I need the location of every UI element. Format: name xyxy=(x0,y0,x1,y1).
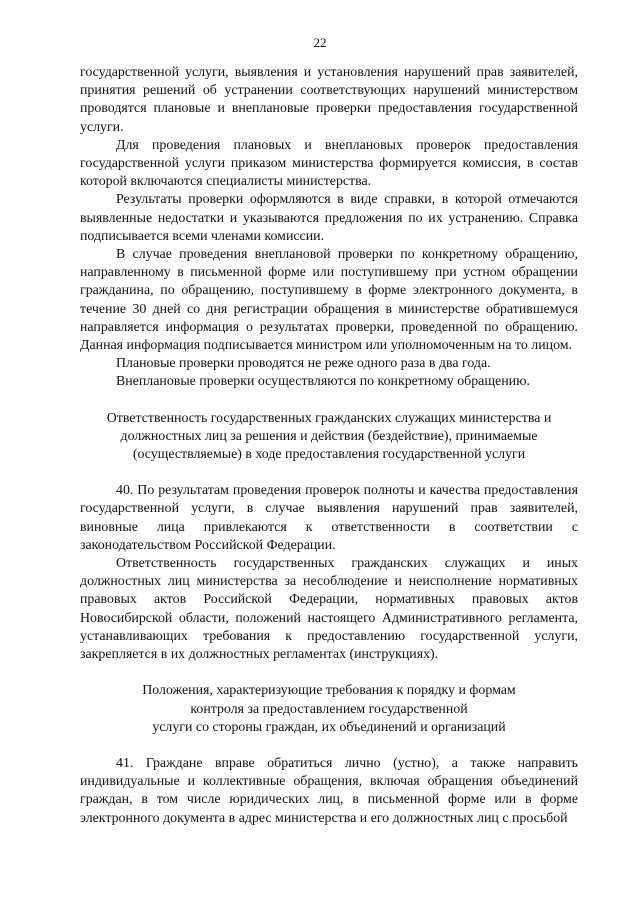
heading-line: контроля за предоставлением государственной xyxy=(190,701,468,717)
page-number: 22 xyxy=(313,35,327,50)
heading-line: должностных лиц за решения и действия (бездействие), принимаемые xyxy=(120,428,538,444)
heading-line: (осуществляемые) в ходе предоставления государственной услуги xyxy=(132,447,526,463)
section-heading xyxy=(80,410,578,465)
paragraph: 41. Граждане вправе обратиться лично (устно), а также направить индивидуальные и коллективные обращения, включая обращения объединений граждан, в том числе юридических лиц, в письменной форме или в форме электронного документа в адрес министерства и его должностных лиц с просьбой xyxy=(80,755,578,826)
paragraph: Результаты проверки оформляются в виде справки, в которой отмечаются выявленные недостатки и указываются предложения по их устранению. Справка подписывается всеми членами комиссии. xyxy=(80,192,578,244)
paragraph: государственной услуги, выявления и установления нарушений прав заявителей, принятия решений об устранении соответствующих нарушений министерством проводятся плановые и внеплановые проверки предоставления государственной услуги. xyxy=(80,65,578,135)
heading-line: услуги со стороны граждан, их объединений и организаций xyxy=(152,719,506,735)
paragraph: Внеплановые проверки осуществляются по конкретному обращению. xyxy=(116,374,530,390)
page-content xyxy=(80,64,578,828)
paragraph: Ответственность государственных гражданских служащих и иных должностных лиц министерства за несоблюдение и неисполнение нормативных правовых актов Российской Федерации, нормативных правовых актов Новосибирской области, положений настоящего Административного регламента, устанавливающих требования к предоставлению государственной услуги, закрепляется в их должностных регламентах (инструкциях). xyxy=(80,556,578,663)
section-heading xyxy=(80,682,578,737)
paragraph: В случае проведения внеплановой проверки по конкретному обращению, направленному в письменной форме или поступившему при устном обращении гражданина, по обращению, поступившему в форме электронного документа, в течение 30 дней со дня регистрации обращения в министерстве обратившемуся направляется информация о результатах проверки, проведенной по обращению. Данная информация подписывается министром или уполномоченным на то лицом. xyxy=(80,247,578,354)
heading-line: Положения, характеризующие требования к порядку и формам xyxy=(142,683,516,699)
paragraph: Плановые проверки проводятся не реже одного раза в два года. xyxy=(116,356,491,372)
paragraph: Для проведения плановых и внеплановых проверок предоставления государственной услуги приказом министерства формируется комиссия, в состав которой включаются специалисты министерства. xyxy=(80,137,578,190)
heading-line: Ответственность государственных гражданских служащих министерства и xyxy=(106,410,552,426)
paragraph: 40. По результатам проведения проверок полноты и качества предоставления государственной услуги, в случае выявления нарушений прав заявителей, виновные лица привлекаются к ответственности в соответствии с законодательством Российской Федерации. xyxy=(80,483,578,553)
